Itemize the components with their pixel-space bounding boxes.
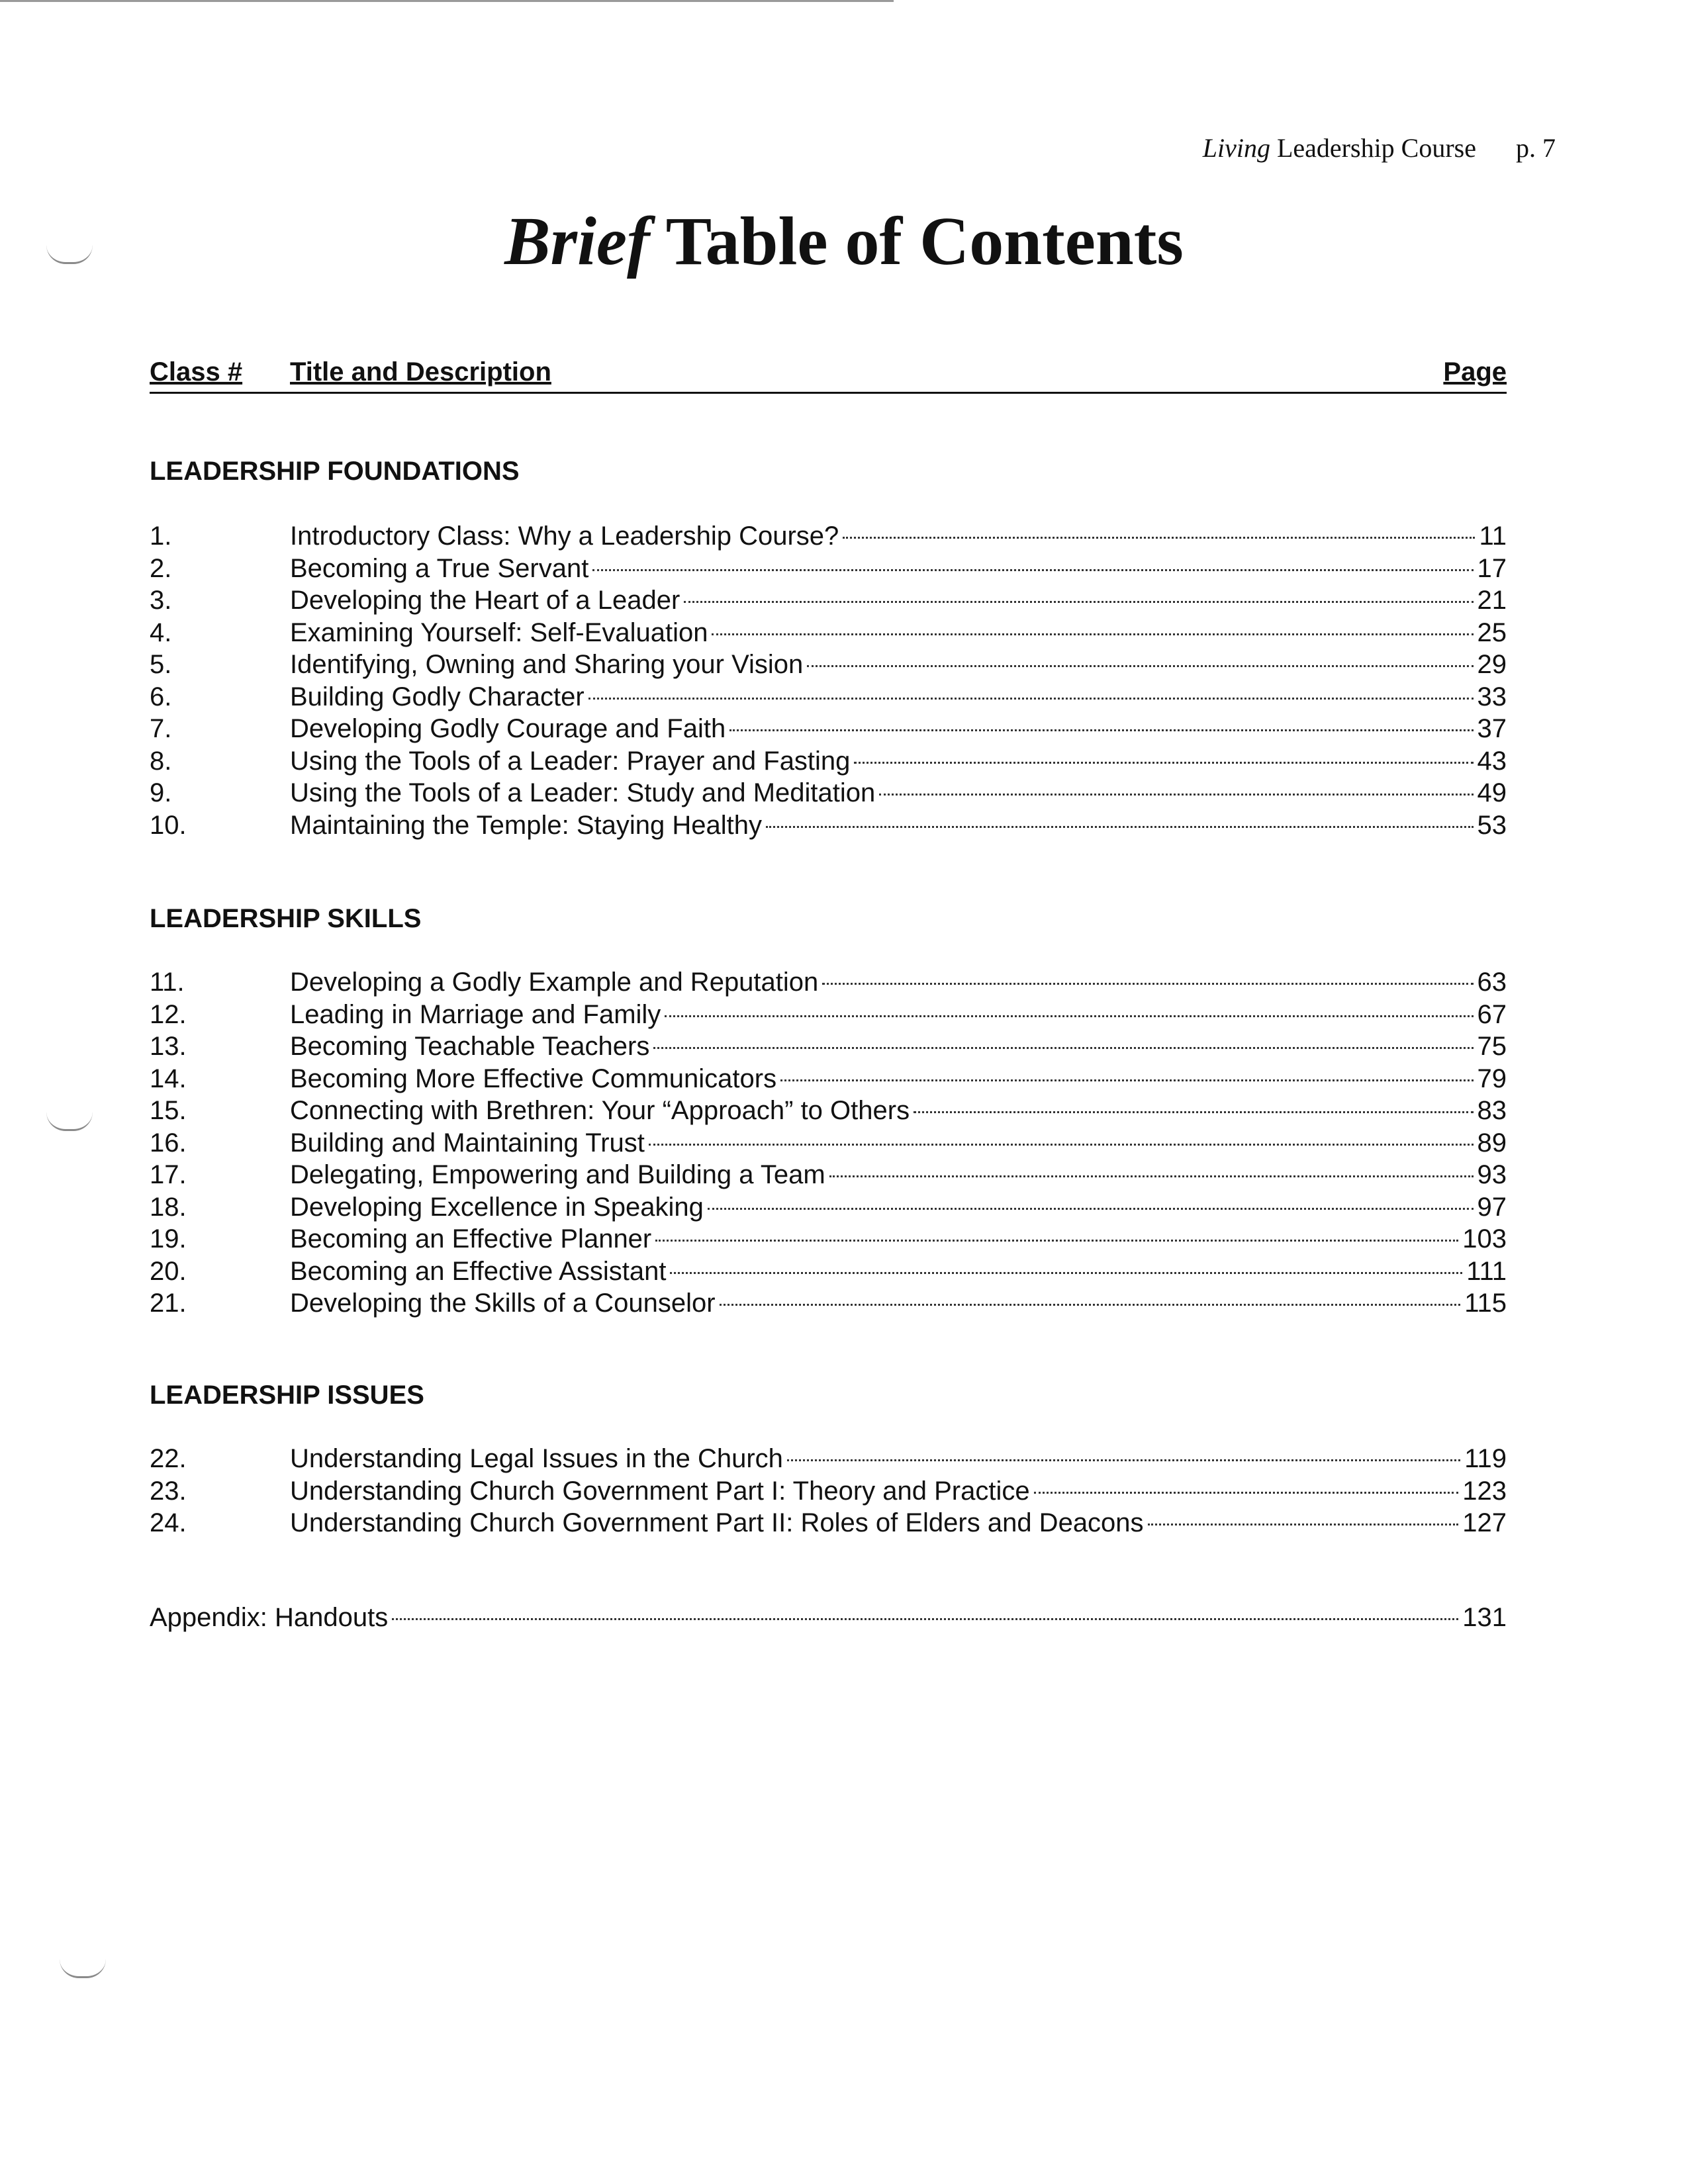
dot-leader [780,1079,1473,1081]
toc-entry [150,713,1507,745]
dot-leader [655,1240,1458,1242]
toc-entry [150,1159,1507,1191]
dot-leader [670,1272,1462,1274]
page-title [0,202,1688,281]
toc-entry-title: Understanding Church Government Part II: Roles of Elders and Deacons [290,1508,1144,1537]
toc-entry [150,809,1507,842]
toc-entry-page: 43 [1477,746,1507,776]
toc-entry-page: 49 [1477,778,1507,807]
section-heading: LEADERSHIP ISSUES [150,1381,424,1410]
toc-entry [150,1191,1507,1224]
dot-leader [684,601,1473,603]
toc-entry [150,1255,1507,1288]
column-header-class: Class # [150,357,243,387]
dot-leader [649,1144,1474,1146]
toc-entry-line [290,649,1507,680]
toc-entry-line [290,809,1507,841]
toc-list [150,966,1507,1320]
scan-edge-line [0,0,894,2]
toc-entry [150,1475,1507,1508]
toc-entry [150,745,1507,778]
toc-entry-number: 12. [150,999,187,1029]
toc-list [150,1443,1507,1539]
toc-entry-line [290,617,1507,649]
toc-entry-page: 67 [1477,999,1507,1029]
toc-entry [150,1507,1507,1539]
toc-entry-line [290,777,1507,809]
toc-entry-number: 3. [150,586,172,615]
toc-entry-title: Becoming a True Servant [290,553,589,583]
toc-entry-page: 11 [1479,522,1507,551]
toc-entry [150,1030,1507,1063]
dot-leader [729,729,1473,731]
toc-entry-number: 9. [150,778,172,807]
page-number: p. 7 [1516,133,1556,163]
dot-leader [914,1111,1473,1113]
dot-leader [766,826,1473,828]
toc-entry-line [290,1127,1507,1159]
toc-entry-page: 103 [1462,1224,1507,1253]
toc-entry-page: 83 [1477,1096,1507,1125]
toc-entry-page: 119 [1464,1444,1507,1473]
toc-entry-number: 17. [150,1160,187,1189]
toc-entry-number: 7. [150,714,172,743]
toc-entry-number: 16. [150,1128,187,1158]
toc-entry-page: 123 [1462,1476,1507,1506]
toc-entry-line [290,1159,1507,1191]
dot-leader [854,762,1473,764]
toc-entry-title: Using the Tools of a Leader: Study and Meditation [290,778,876,807]
toc-entry-title: Using the Tools of a Leader: Prayer and Fasting [290,746,851,776]
toc-entry [150,617,1507,649]
toc-entry [150,649,1507,681]
toc-entry-line [290,745,1507,777]
toc-entry [150,553,1507,585]
toc-entry-page: 37 [1477,714,1507,743]
course-name-rest: Leadership Course [1270,133,1476,163]
toc-entry-title: Understanding Legal Issues in the Church [290,1444,783,1473]
toc-entry-page: 97 [1477,1192,1507,1222]
toc-entry-number: 2. [150,553,172,583]
toc-entry-title: Building Godly Character [290,682,585,711]
toc-entry-page: 21 [1477,586,1507,615]
toc-entry-title: Becoming an Effective Planner [290,1224,652,1253]
section-heading: LEADERSHIP SKILLS [150,904,422,933]
toc-entry-line [290,1191,1507,1223]
section-heading: LEADERSHIP FOUNDATIONS [150,457,520,486]
toc-entry-page: 29 [1477,650,1507,679]
dot-leader [720,1304,1461,1306]
toc-entry-number: 18. [150,1192,187,1222]
appendix-page: 131 [1462,1603,1507,1632]
toc-entry-title: Developing the Skills of a Counselor [290,1289,716,1318]
toc-entry [150,966,1507,999]
toc-entry-line [290,1507,1507,1539]
toc-entry-line [290,966,1507,998]
dot-leader [879,794,1473,796]
toc-entry [150,1095,1507,1127]
toc-entry [150,1127,1507,1160]
toc-entry [150,1223,1507,1255]
toc-entry-line [290,1223,1507,1255]
toc-entry-title: Understanding Church Government Part I: Theory and Practice [290,1476,1030,1506]
dot-leader [843,537,1475,539]
toc-entry-title: Developing Godly Courage and Faith [290,714,726,743]
toc-entry-line [290,520,1507,552]
toc-entry-number: 11. [150,968,185,997]
toc-entry [150,1443,1507,1475]
toc-entry-number: 15. [150,1096,187,1125]
punch-hole-mark [60,1959,106,1978]
toc-entry-number: 4. [150,617,172,647]
toc-entry-line [290,1095,1507,1126]
toc-entry-page: 89 [1477,1128,1507,1158]
toc-entry [150,681,1507,713]
toc-entry-title: Delegating, Empowering and Building a Team [290,1160,825,1189]
toc-entry-line [290,584,1507,616]
toc-entry-title: Developing Excellence in Speaking [290,1192,704,1222]
toc-entry-page: 33 [1477,682,1507,711]
toc-entry-title: Building and Maintaining Trust [290,1128,645,1158]
toc-entry-page: 53 [1477,810,1507,840]
toc-entry-title: Examining Yourself: Self-Evaluation [290,617,708,647]
running-header [1203,132,1556,163]
toc-entry-line [290,681,1507,713]
course-name-italic: Living [1202,133,1270,163]
toc-entry-page: 79 [1477,1064,1507,1093]
toc-entry [150,999,1507,1031]
toc-entry-line [290,713,1507,745]
appendix-title: Appendix: Handouts [150,1603,389,1632]
dot-leader [1034,1492,1459,1494]
dot-leader [392,1618,1458,1620]
toc-entry-number: 8. [150,746,172,776]
toc-entry-number: 19. [150,1224,187,1253]
column-header [150,357,1507,394]
toc-entry-line [290,1030,1507,1062]
toc-list [150,520,1507,841]
dot-leader [787,1459,1460,1461]
dot-leader [665,1015,1473,1017]
toc-entry-title: Leading in Marriage and Family [290,999,661,1029]
toc-entry-title: Becoming More Effective Communicators [290,1064,777,1093]
toc-entry [150,584,1507,617]
toc-entry-title: Connecting with Brethren: Your “Approach” to Others [290,1096,910,1125]
dot-leader [588,698,1474,700]
column-header-page: Page [1443,357,1507,387]
toc-entry-page: 25 [1477,617,1507,647]
toc-entry-line [290,1063,1507,1095]
toc-entry-number: 21. [150,1289,187,1318]
toc-entry-number: 10. [150,810,187,840]
toc-entry-number: 5. [150,650,172,679]
appendix-row [150,1602,1507,1633]
toc-entry-number: 20. [150,1256,187,1286]
toc-entry-line [290,1287,1507,1319]
toc-entry-number: 13. [150,1032,187,1061]
dot-leader [829,1175,1474,1177]
punch-hole-mark [46,1112,93,1131]
toc-entry [150,520,1507,553]
toc-entry-number: 1. [150,522,172,551]
title-rest: Table of Contents [649,203,1184,279]
toc-entry [150,1063,1507,1095]
toc-entry-number: 14. [150,1064,187,1093]
toc-entry-line [290,1443,1507,1475]
toc-entry [150,1287,1507,1320]
toc-entry-number: 6. [150,682,172,711]
toc-entry-page: 93 [1477,1160,1507,1189]
dot-leader [708,1208,1474,1210]
toc-entry-title: Developing a Godly Example and Reputation [290,968,819,997]
toc-entry-page: 63 [1477,968,1507,997]
toc-entry-page: 115 [1464,1289,1507,1318]
toc-entry-number: 23. [150,1476,187,1506]
dot-leader [822,983,1473,985]
toc-entry-line [290,553,1507,584]
toc-entry-line [290,999,1507,1030]
column-header-title: Title and Description [290,357,551,387]
toc-entry-page: 127 [1462,1508,1507,1537]
toc-entry-title: Becoming an Effective Assistant [290,1256,667,1286]
dot-leader [807,665,1473,667]
dot-leader [653,1047,1473,1049]
toc-entry-title: Developing the Heart of a Leader [290,586,680,615]
dot-leader [1148,1524,1459,1525]
toc-entry-number: 22. [150,1444,187,1473]
dot-leader [592,569,1473,571]
dot-leader [712,633,1473,635]
toc-entry-line [290,1255,1507,1287]
toc-entry-title: Identifying, Owning and Sharing your Vision [290,650,804,679]
toc-entry-title: Maintaining the Temple: Staying Healthy [290,810,763,840]
toc-entry-page: 111 [1466,1256,1507,1286]
toc-entry-title: Introductory Class: Why a Leadership Course? [290,522,839,551]
toc-entry-title: Becoming Teachable Teachers [290,1032,650,1061]
title-italic-word: Brief [504,203,650,279]
toc-entry-line [290,1475,1507,1507]
toc-entry [150,777,1507,809]
toc-entry-page: 17 [1477,553,1507,583]
toc-entry-number: 24. [150,1508,187,1537]
toc-entry-page: 75 [1477,1032,1507,1061]
